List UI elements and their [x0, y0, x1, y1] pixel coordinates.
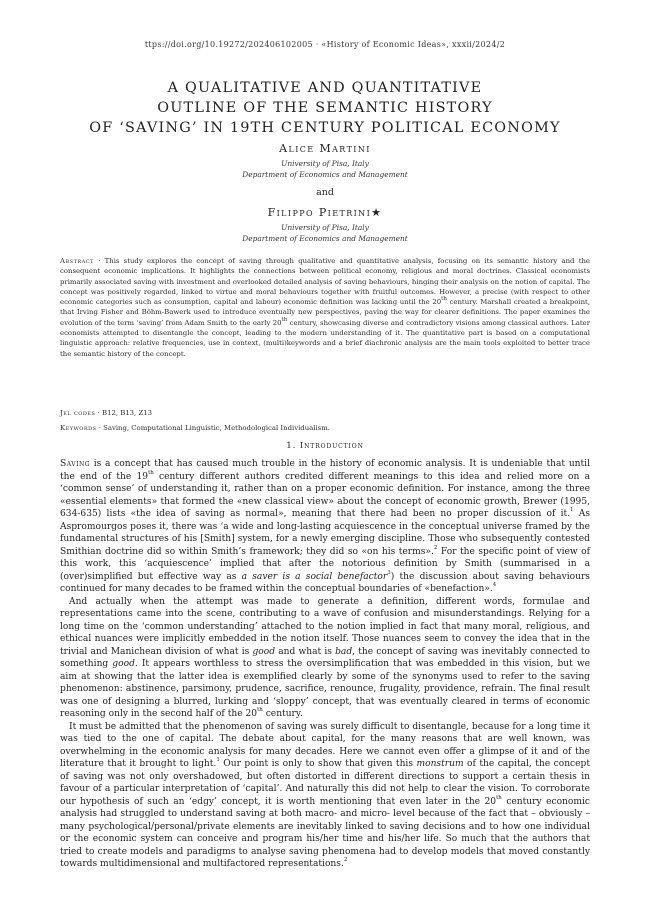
superscript: th [257, 707, 263, 713]
text-run: of the capital, the concept of saving was not only overshadowed, but often distorted in different directions to support a certain thesis in favour of a particular interpretation of ‘capital’. And naturally this did not help to clear the vision. To corroborate our hypothesis of such an ‘edgy’ concept, it is worth mentioning that even later in the 20 [60, 759, 591, 807]
paragraph-3 [60, 721, 590, 871]
jel-codes [60, 408, 590, 418]
affiliation-department: Department of Economics and Management [242, 170, 408, 179]
text-run: is a concept that has caused much trouble in the history of economic analysis. It is undeniable that until the end of the 19 [60, 459, 590, 482]
section-heading: 1. Introduction [286, 441, 364, 451]
author-2-name [0, 206, 650, 219]
text-run: For the specific point of view of this work, this ‘acquiescence’ implied that after the notorious definition by Smith (summarised in a (over)simplified but effective way as [60, 546, 590, 582]
affiliation-university: University of Pisa, Italy [281, 223, 369, 232]
title-line-3: OF ‘SAVING’ IN 19TH CENTURY POLITICAL ECONOMY [89, 120, 561, 136]
footnote-ref: 1 [216, 757, 220, 763]
author-1-affiliation [0, 158, 650, 180]
footnote-ref: 2 [433, 544, 438, 551]
abstract [60, 256, 590, 359]
lead-word: Saving [60, 459, 91, 469]
superscript: th [281, 316, 288, 323]
jel-separator: · [95, 409, 103, 417]
superscript: th [148, 469, 154, 476]
text-run: ) the discussion about saving behaviours continued for many decades to be framed within the conceptual boundaries of «benefaction». [60, 571, 590, 594]
emphasis: good [252, 646, 276, 657]
affiliation-university: University of Pisa, Italy [281, 159, 369, 168]
text-run: It must be admitted that the phenomenon of saving was surely difficult to disentangle, because for a long time it was tied to the one of capital. The debate about capital, for the many reasons that are well known, was overwhelming in the economic analysis for many decades. Here we cannot even offer a glimpse of it and of the literature that it brought to light. [60, 721, 590, 769]
paragraph-2 [60, 596, 590, 721]
paragraph-1 [60, 458, 590, 596]
author-name: Alice Martini [279, 142, 371, 155]
text-run: . It appears worthless to stress the oversimplification that was embedded in this vision, but we aim at showing that the latter idea is exemplified clearly by some of the synonyms used to refer to the saving phenomenon: abstinence, parsimony, prudence, sacrifice, renounce, frugality, providence, refrain. The final result was one of designing a blurred, lurking and ‘sloppy’ concept, that was eventually cleared in terms of economic reasoning only in the second half of the 20 [60, 659, 590, 719]
emphasis: bad [335, 646, 353, 657]
text-run: and what is [275, 646, 336, 657]
superscript: th [441, 296, 447, 303]
jel-label: Jel codes [60, 409, 96, 417]
footnote-ref: 1 [570, 507, 574, 513]
author-conjunction: and [316, 187, 334, 198]
text-run: As Aspromourgos poses it, there was ‘a wide and long-lasting acquiescence in the conceptual universe framed by the fundamental structures of his [Smith] system, for a newly emerging discipline. Those who subsequently contested Smithian doctrine did so within Smith’s framework; they did so «on his terms». [60, 509, 590, 557]
footnote-ref: 4 [492, 582, 497, 588]
footnote-ref: 2 [343, 857, 348, 863]
footnote-ref: 3 [387, 569, 391, 576]
abstract-label: Abstract [60, 257, 94, 265]
emphasis: good [112, 659, 135, 669]
keywords-label: Keywords [60, 424, 97, 432]
superscript: th [496, 794, 502, 801]
title-line-2: OUTLINE OF THE SEMANTIC HISTORY [157, 100, 493, 116]
author-footnote-marker: ★ [371, 206, 383, 219]
keywords-separator: · [96, 424, 104, 432]
abstract-separator: · [93, 257, 105, 265]
keywords-value: Saving, Computational Linguistic, Methodological Individualism. [103, 424, 330, 432]
article-title [60, 78, 590, 138]
abstract-text: century, showcasing diverse and contradictory visions among classical authors. Later economists attempted to disentangle the concept, leading to the modern understanding of it. The quantitative part is based on a computational linguistic approach: relative frequencies, use in context, (multi)keywords and a brief diachronic analysis are the main tools exploited to better trace the semantic history of the concept. [60, 318, 590, 358]
keywords [60, 423, 590, 433]
text-run: century. [262, 709, 303, 719]
emphasis: monstrum [416, 759, 464, 769]
text-run: century different authors credited different meanings to this idea and relied more on a ‘common sense’ of understanding it, rather than on a proper economic definition. For instance, among the three «essential elements» that formed the «new classical view» about the concept of economic growth, Brewer (1995, 634-635) lists «the idea of saving as normal», meaning that there had been no proper discussion of it. [60, 471, 590, 519]
jel-value: B12, B13, Z13 [102, 409, 152, 417]
author-name: Filippo Pietrini [267, 206, 372, 219]
author-2-affiliation [0, 222, 650, 244]
author-1-name [0, 142, 650, 155]
abstract-text: century. Marshall created a breakpoint, that Irving Fisher and Böhm-Bawerk used to introduce eventually new perspectives, paving the way for clearer definitions. The paper examines the evolution of the term ‘saving’ from Adam Smith to the early 20 [60, 298, 591, 327]
affiliation-department: Department of Economics and Management [242, 234, 408, 243]
doi-header: ttps://doi.org/10.19272/202406102005 · «History of Economic Ideas», xxxii/2024/2 [144, 40, 506, 49]
text-run: century economic analysis had struggled to understand saving at both macro- and micro- level because of the fact that – obviously – many psychological/personal/private elements are inevitably linked to saving decisions and to how one individual or the economic system can conceive and program his/her time and his/her life. So much that the authors that tried to create models and paradigms to analyse saving phenomena had to develop models that moved constantly towards multidimensional and multifactored representations. [60, 796, 591, 869]
emphasis: a saver is a social benefactor [241, 571, 388, 582]
title-line-1: A QUALITATIVE AND QUANTITATIVE [167, 80, 483, 96]
text-run: Our point is only to show that given this [219, 759, 417, 769]
body-text [60, 458, 590, 871]
text-run: And actually when the attempt was made to generate a definition, different words, formulae and representations came into the scene, contributing to a wave of confusion and misunderstandings. Relying for a long time on the ‘common understanding’ attached to the notion implied in fact that many moral, religious, and ethical nuances were implicitly embedded in the notion itself. Those nuances seem to convey the idea that in the trivial and Manichean division of what is [60, 596, 590, 657]
abstract-text: This study explores the concept of saving through qualitative and quantitative analysis, focusing on its semantic history and the consequent economic implications. It highlights the connections between political economy, religious and moral doctrines. Classical economists primarily associated saving with investment and overlooked detailed analysis of saving behaviours, hinging their analysis on the notion of capital. The concept was positively regarded, linked to virtue and moral behaviours together with fruitful outcomes. However, a precise (with respect to other economic categories such as consumption, capital and labour) economic definition was lacking until the 20 [60, 257, 590, 307]
text-run: , the concept of saving was inevitably connected to something [60, 646, 591, 669]
